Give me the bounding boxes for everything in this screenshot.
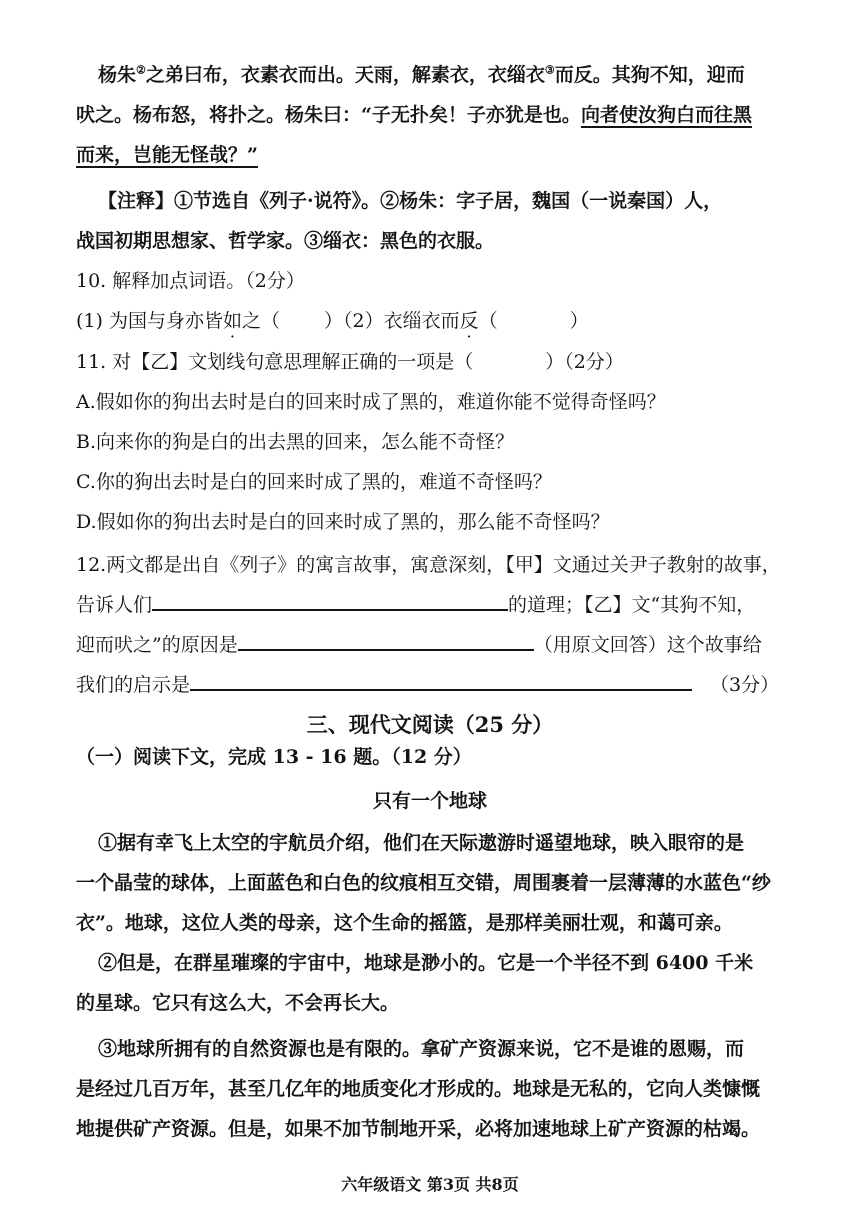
underlined-sentence: 向者使汝狗白而往黑 <box>580 104 752 126</box>
passage-text: 之弟曰布，衣素衣而出。天雨，解素衣，衣缁衣 <box>145 64 545 86</box>
item-text: 之（ <box>241 310 280 332</box>
question-text: 告诉人们 <box>76 594 153 616</box>
question-text: 我们的启示是 <box>76 674 191 696</box>
notes-line-1: 【注释】①节选自《列子·说符》。②杨朱：字子居，魏国（一说秦国）人， <box>98 190 723 212</box>
underlined-sentence: 而来，岂能无怪哉？” <box>76 144 258 166</box>
article-p3-line-3: 地提供矿产资源。但是，如果不加节制地开采，必将加速地球上矿产资源的枯竭。 <box>76 1118 761 1140</box>
question-12-line-2 <box>76 590 755 620</box>
article-p3-line-1: ③地球所拥有的自然资源也是有限的。拿矿产资源来说，它不是谁的恩赐，而 <box>98 1038 745 1060</box>
question-text: （3分） <box>710 674 780 696</box>
section-3-subtitle: （一）阅读下文，完成 13 - 16 题。（12 分） <box>76 746 472 768</box>
dotted-word: 反 <box>459 310 479 332</box>
notes-line-2: 战国初期思想家、哲学家。③缁衣：黑色的衣服。 <box>76 230 495 252</box>
option-a: A.假如你的狗出去时是白的回来时成了黑的，难道你能不觉得奇怪吗？ <box>76 391 666 413</box>
question-text: 的道理；【乙】文“其狗不知， <box>508 594 756 616</box>
article-p1-line-1: ①据有幸飞上太空的宇航员介绍，他们在天际遨游时遥望地球，映入眼帘的是 <box>98 832 745 854</box>
option-c: C.你的狗出去时是白的回来时成了黑的，难道不奇怪吗？ <box>76 471 552 493</box>
article-title: 只有一个地球 <box>372 790 487 812</box>
passage-yi-line-1 <box>98 60 745 90</box>
passage-yi-line-3 <box>76 140 258 170</box>
question-12-line-1: 12.两文都是出自《列子》的寓言故事，寓意深刻，【甲】文通过关尹子教射的故事， <box>76 554 781 576</box>
passage-text: 而反。其狗不知，迎而 <box>554 64 745 86</box>
question-10-stem: 10. 解释加点词语。（2分） <box>76 270 305 292</box>
question-12-line-4 <box>76 670 779 700</box>
question-text: 11. 对【乙】文划线句意思理解正确的一项是（ <box>76 351 474 373</box>
question-text: ）（2分） <box>545 351 624 373</box>
section-3-title: 三、现代文阅读（25 分） <box>306 712 554 737</box>
question-11-stem <box>76 347 624 377</box>
article-p1-line-2: 一个晶莹的球体，上面蓝色和白色的纹痕相互交错，周围裹着一层薄薄的水蓝色“纱 <box>76 872 771 894</box>
article-p3-line-2: 是经过几百万年，甚至几亿年的地质变化才形成的。地球是无私的，它向人类慷慨 <box>76 1078 761 1100</box>
article-p1-line-3: 衣”。地球，这位人类的母亲，这个生命的摇篮，是那样美丽壮观，和蔼可亲。 <box>76 912 733 934</box>
dotted-word: 如 <box>222 310 242 332</box>
question-text: （用原文回答）这个故事给 <box>533 634 762 656</box>
article-p2-line-2: 的星球。它只有这么大，不会再长大。 <box>76 992 400 1014</box>
item-text: ） <box>569 310 589 332</box>
answer-blank[interactable] <box>190 671 692 691</box>
article-p2-line-1: ②但是，在群星璀璨的宇宙中，地球是渺小的。它是一个半径不到 6400 千米 <box>98 952 754 974</box>
answer-blank[interactable] <box>152 591 508 611</box>
footnote-mark: ② <box>136 63 146 77</box>
answer-blank[interactable] <box>238 631 534 651</box>
question-text: 迎而吠之”的原因是 <box>76 634 238 656</box>
question-10-items <box>76 306 589 336</box>
passage-text: 吠之。杨布怒，将扑之。杨朱曰：“子无扑矣！子亦犹是也。 <box>76 104 581 126</box>
item-text: （ <box>478 310 498 332</box>
option-b: B.向来你的狗是白的出去黑的回来，怎么能不奇怪？ <box>76 431 515 453</box>
option-d: D.假如你的狗出去时是白的回来时成了黑的，那么能不奇怪吗？ <box>76 511 610 533</box>
item-text: (1) 为国与身亦皆 <box>76 310 223 332</box>
footnote-mark: ③ <box>544 63 555 77</box>
passage-yi-line-2 <box>76 100 752 130</box>
passage-text: 杨朱 <box>98 64 137 86</box>
item-text: ）（2）衣缁衣而 <box>324 310 460 332</box>
question-12-line-3 <box>76 630 762 660</box>
page-footer: 六年级语文 第3页 共8页 <box>341 1175 519 1194</box>
